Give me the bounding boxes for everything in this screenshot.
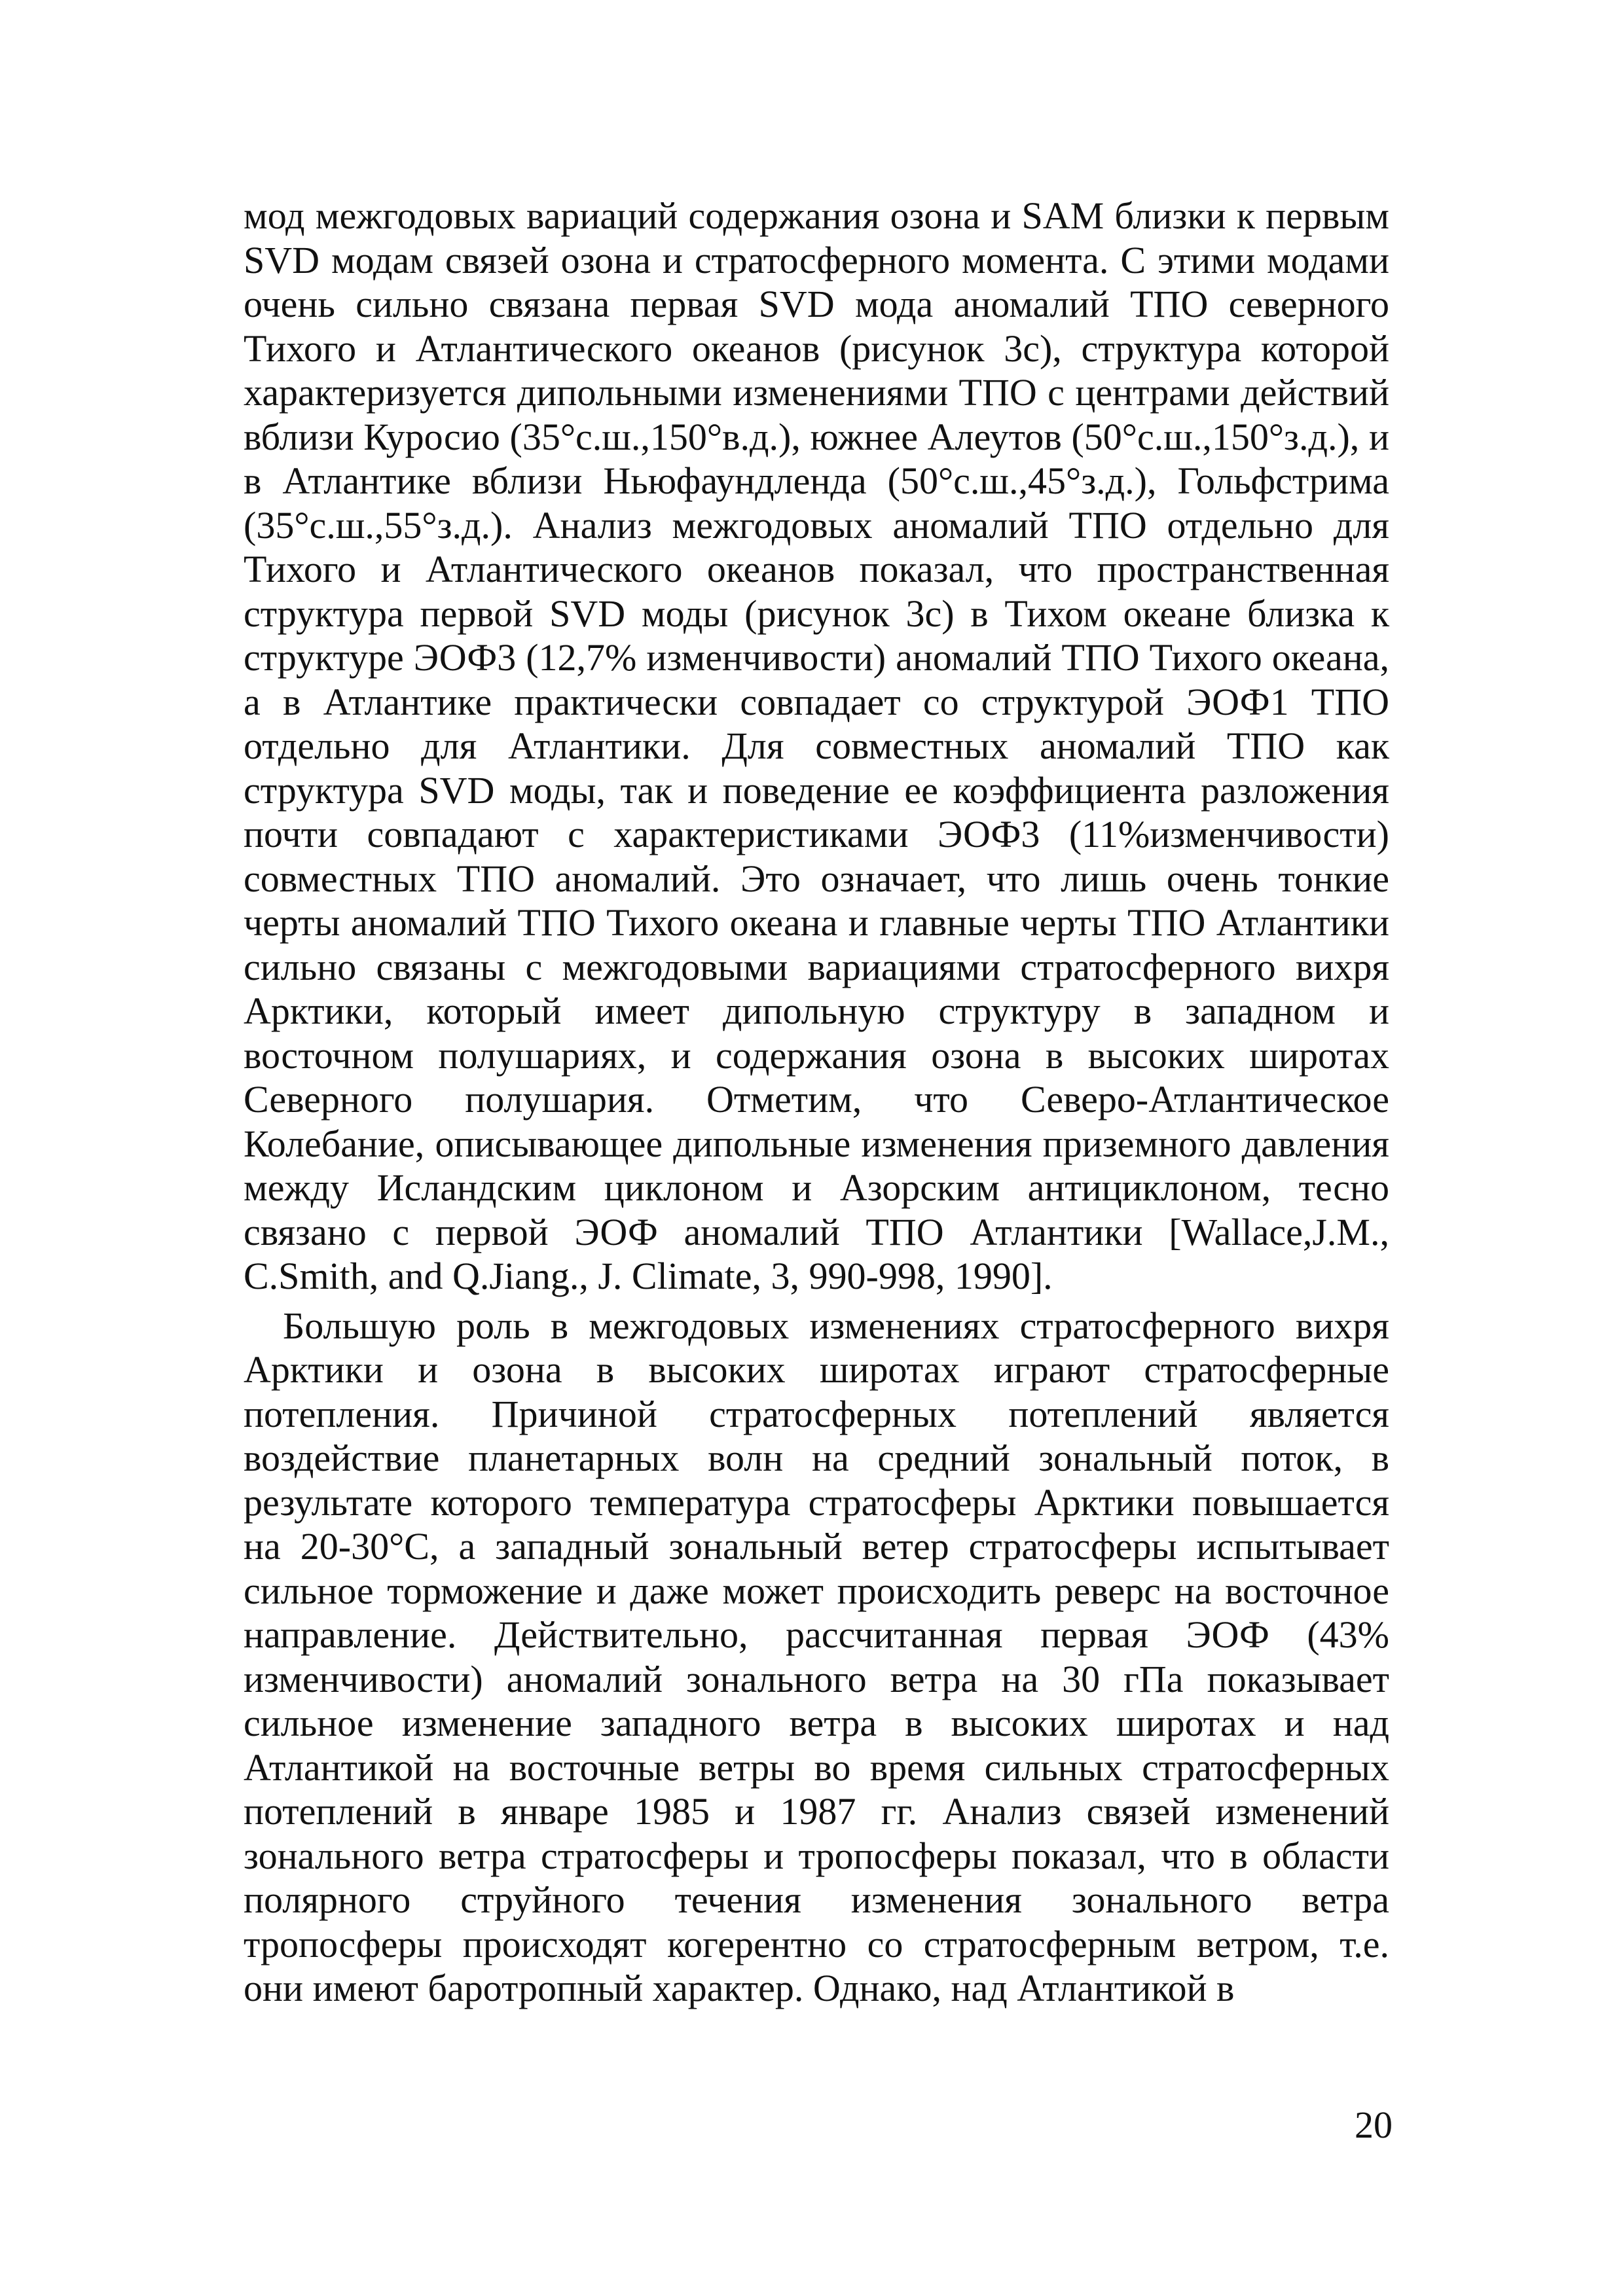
page-number: 20 [1355, 2104, 1393, 2146]
paragraph-1: мод межгодовых вариаций содержания озона и SAM близки к первым SVD модам связей озона и стратосферного момента. С этими модами очень сильно связана первая SVD мода аномалий ТПО северного Тихого и Атлантического океанов (рисунок 3с), структура которой характеризуется дипольными изменениями ТПО с центрами действий вблизи Куросио (35°с.ш.,150°в.д.), южнее Алеутов (50°с.ш.,150°з.д.), и в Атлантике вблизи Ньюфаундленда (50°с.ш.,45°з.д.), Гольфстрима (35°с.ш.,55°з.д.). Анализ межгодовых аномалий ТПО отдельно для Тихого и Атлантического океанов показал, что пространственная структура первой SVD моды (рисунок 3с) в Тихом океане близка к структуре ЭОФ3 (12,7% изменчивости) аномалий ТПО Тихого океана, а в Атлантике практически совпадает со структурой ЭОФ1 ТПО отдельно для Атлантики. Для совместных аномалий ТПО как структура SVD моды, так и поведение ее коэффициента разложения почти совпадают с характеристиками ЭОФ3 (11%изменчивости) совместных ТПО аномалий. Это означает, что лишь очень тонкие черты аномалий ТПО Тихого океана и главные черты ТПО Атлантики сильно связаны с межгодовыми вариациями стратосферного вихря Арктики, который имеет дипольную структуру в западном и восточном полушариях, и содержания озона в высоких широтах Северного полушария. Отметим, что Северо-Атлантическое Колебание, описывающее дипольные изменения приземного давления между Исландским циклоном и Азорским антициклоном, тесно связано с первой ЭОФ аномалий ТПО Атлантики [Wallace,J.M., C.Smith, and Q.Jiang., J. Climate, 3, 990-998, 1990]. [244, 194, 1389, 1297]
paragraph-2: Большую роль в межгодовых изменениях стратосферного вихря Арктики и озона в высоких широтах играют стратосферные потепления. Причиной стратосферных потеплений является воздействие планетарных волн на средний зональный поток, в результате которого температура стратосферы Арктики повышается на 20-30°С, а западный зональный ветер стратосферы испытывает сильное торможение и даже может происходить реверс на восточное направление. Действительно, рассчитанная первая ЭОФ (43% изменчивости) аномалий зонального ветра на 30 гПа показывает сильное изменение западного ветра в высоких широтах и над Атлантикой на восточные ветры во время сильных стратосферных потеплений в январе 1985 и 1987 гг. Анализ связей изменений зонального ветра стратосферы и тропосферы показал, что в области полярного струйного течения изменения зонального ветра тропосферы происходят когерентно со стратосферным ветром, т.е. они имеют баротропный характер. Однако, над Атлантикой в [244, 1304, 1389, 2009]
body-text [244, 194, 1389, 2011]
